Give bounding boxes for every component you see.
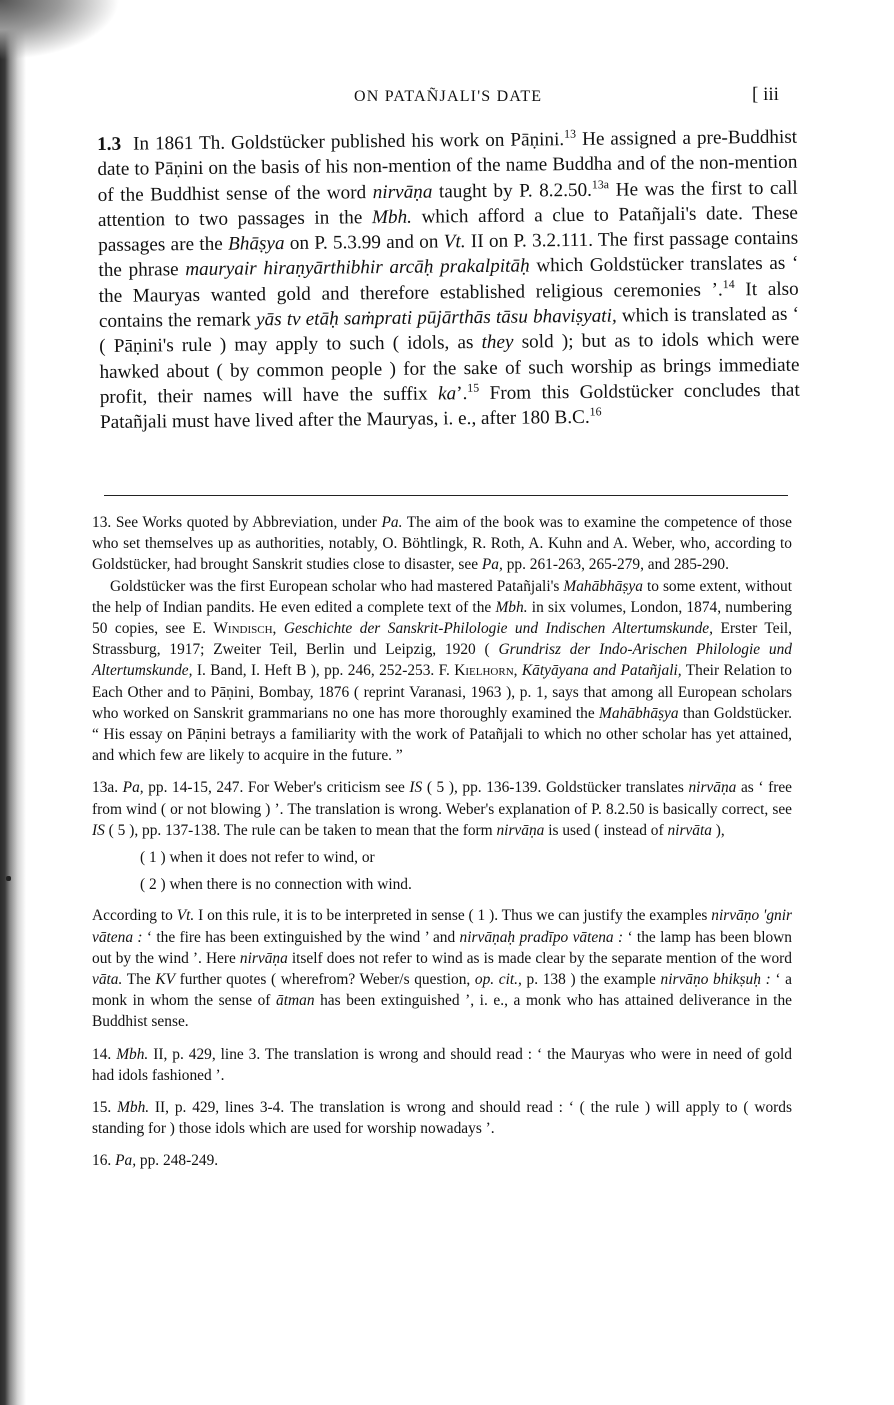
text-run: ’.	[456, 383, 468, 405]
footnote-13a	[92, 777, 792, 841]
text-run: ),	[711, 821, 725, 839]
italic-term: Pa,	[481, 556, 503, 574]
italic-term: Pa.	[381, 514, 403, 531]
text-run: He was the first to call attention to two passages in the	[97, 177, 798, 231]
italic-term: Mbh.	[117, 1099, 150, 1117]
footnote-number: 16.	[92, 1152, 112, 1170]
footnote-15	[92, 1097, 792, 1139]
italic-term: KV	[155, 971, 175, 989]
italic-term: they	[481, 332, 514, 354]
text-run: pp. 261-263, 265-279, and 285-290.	[502, 556, 729, 574]
text-run: ‘ the fire has been extinguished by the wind ’ and	[142, 928, 460, 946]
condition-item-1: ( 1 ) when it does not refer to wind, or	[140, 849, 375, 867]
footnote-14	[92, 1044, 792, 1086]
main-paragraph	[97, 125, 800, 436]
scan-binding-shadow	[0, 0, 26, 1405]
footnote-ref[interactable]: 13	[564, 126, 577, 141]
text-run: From this Goldstücker concludes that Patañjali must have lived after the Mauryas, i. e., after 180 B.C.	[99, 379, 800, 434]
italic-term: Mahābhāṣya	[599, 704, 679, 722]
italic-term: Grundrisz der Indo-Arischen Philologie und Altertumskunde,	[92, 641, 793, 680]
italic-term: nirvāṇa	[372, 181, 433, 203]
page-number: [ iii	[752, 84, 779, 105]
text-run: In 1861 Th. Goldstücker published his work on Pāṇini.	[132, 129, 565, 155]
italic-term: mauryair hiraṇyārthibhir arcāḥ prakalpitāḥ	[185, 255, 530, 281]
italic-term: Vt.	[176, 907, 195, 925]
italic-term: ātman	[276, 992, 315, 1010]
text-run: taught by P. 8.2.50.	[432, 179, 593, 203]
text-run: to some extent, without the help of Indian pandits. He even edited a complete text of the	[92, 577, 792, 616]
footnote-13	[92, 512, 792, 576]
italic-term: ka	[437, 383, 457, 405]
text-run: sold ); but as to idols which were hawked about ( by common people ) for the sake of such worship as brings immediate profit, their names will have the suffix	[99, 329, 800, 408]
footnote-number: 14.	[92, 1045, 112, 1063]
text-run: on P. 5.3.99 and on	[284, 231, 444, 255]
text-run: ( 5 ), pp. 136-139. Goldstücker translates	[422, 779, 689, 797]
text-run: ,	[513, 662, 522, 680]
italic-term: nirvāṇo bhikṣuḥ :	[660, 971, 771, 989]
footnote-ref[interactable]: 14	[722, 276, 735, 291]
text-run: which Goldstücker translates as ‘ the Mauryas wanted gold and therefore established religious ceremonies ’.	[98, 253, 799, 307]
italic-term: yās tv etāḥ saṁprati pūjārthās tāsu bhaviṣyati,	[255, 305, 617, 331]
author-name: Kielhorn	[454, 662, 514, 680]
italic-term: nirvāṇo 'gnir vātena :	[92, 907, 792, 946]
text-run: According to	[92, 907, 177, 925]
text-run: ( 5 ), pp. 137-138. The rule can be taken to mean that the form	[104, 821, 497, 839]
italic-term: Mbh.	[495, 598, 528, 616]
footnote-rule	[104, 495, 788, 496]
text-run: Erster Teil, Strassburg, 1917; Zweiter Teil, Berlin und Leipzig, 1920 (	[92, 620, 792, 659]
text-run: ‘ the lamp has been blown out by the wind ’. Here	[92, 928, 792, 967]
italic-term: nirvāṇa	[239, 949, 288, 967]
italic-term: nirvāṇa	[688, 779, 737, 797]
section-number: 1.3	[97, 133, 122, 155]
italic-term: Mahābhāṣya	[563, 577, 643, 595]
text-run: II on P. 3.2.111. The first passage contains the phrase	[98, 227, 799, 282]
italic-term: nirvāṇaḥ pradīpo vātena :	[459, 928, 624, 946]
text-run: itself does not refer to wind as is made clear by the separate mention of the word	[287, 949, 792, 967]
italic-term: Mbh.	[116, 1045, 149, 1063]
italic-term: vāta.	[92, 971, 123, 989]
condition-item-2: ( 2 ) when there is no connection with wind.	[140, 876, 412, 894]
text-run: pp. 248-249.	[136, 1152, 219, 1170]
text-run: ‘ a monk in whom the sense of	[92, 971, 792, 1010]
italic-term: Mbh.	[371, 206, 413, 229]
text-run: than Goldstücker. “ His essay on Pāṇini betrays a familiarity with the work of Patañjali to which no other scholar has yet attained, and which few are likely to acquire in the future. ”	[92, 704, 792, 765]
text-run: is used ( instead of	[544, 821, 668, 839]
text-run: which is translated as ‘ ( Pāṇini's rule ) may apply to such ( idols, as	[99, 303, 800, 358]
text-run: has been extinguished ’, i. e., a monk who has attained deliverance in the Buddhist sense.	[92, 992, 792, 1031]
text-run: I. Band, I. Heft B ), pp. 246, 252-253. F.	[192, 662, 455, 680]
text-run: The aim of the book was to examine the competence of those who set themselves up as authorities, notably, O. Böhtlingk, R. Roth, A. Kuhn and A. Weber, who, according to Goldstücker, had brought Sanskrit studies close to disaster, see	[92, 514, 792, 574]
text-run: I on this rule, it is to be interpreted in sense ( 1 ). Thus we can justify the examples	[194, 907, 712, 925]
text-run: The	[122, 971, 156, 989]
footnote-16	[92, 1150, 792, 1171]
italic-term: Bhāṣya	[227, 233, 285, 255]
text-run: Goldstücker was the first European scholar who had mastered Patañjali's	[110, 577, 564, 595]
footnote-number: 15.	[92, 1099, 112, 1117]
text-run: which afford a clue to Patañjali's date. These passages are the	[98, 202, 798, 257]
text-run: Their Relation to Each Other and to Pāṇini, Bombay, 1876 ( reprint Varanasi, 1963 ), p. 1, says that among all European scholars who worked on Sanskrit grammarians no one has more thoroughly examined the	[92, 662, 793, 722]
italic-term: nirvāta	[667, 821, 712, 839]
italic-term: op. cit.,	[474, 971, 522, 989]
scan-speck	[6, 876, 11, 881]
text-run: further quotes ( wherefrom? Weber/s question,	[175, 971, 475, 989]
footnote-number: 13a.	[92, 779, 119, 797]
text-run: He assigned a pre-Buddhist date to Pāṇini on the basis of his non-mention of the name Buddha and of the non-mention of the Buddhist sense of the word	[97, 126, 798, 206]
footnote-ref[interactable]: 15	[467, 380, 480, 395]
scan-corner-shadow	[0, 0, 120, 60]
italic-term: Kātyāyana and Patañjali,	[521, 662, 682, 680]
text-run: It also contains the remark	[98, 278, 799, 333]
text-run: See Works quoted by Abbreviation, under	[111, 514, 382, 531]
text-run: ,	[272, 620, 284, 638]
italic-term: Pa,	[122, 779, 144, 797]
italic-term: Geschichte der Sanskrit-Philologie und Indischen Altertumskunde,	[283, 620, 713, 638]
author-name: Windisch	[213, 620, 273, 638]
footnote-13-continued	[92, 576, 792, 767]
footnote-number: 13.	[92, 514, 112, 531]
footnote-13a-continued	[92, 905, 792, 1032]
italic-term: IS	[409, 779, 423, 797]
italic-term: IS	[92, 821, 105, 839]
italic-term: nirvāṇa	[496, 821, 545, 839]
text-run: II, p. 429, line 3. The translation is wrong and should read : ‘ the Mauryas who were in need of gold had idols fashioned ’.	[92, 1045, 792, 1084]
text-run: II, p. 429, lines 3-4. The translation is wrong and should read : ‘ ( the rule ) will apply to ( words standing for ) those idols which are used for worship nowadays ’.	[92, 1099, 792, 1138]
italic-term: Pa,	[115, 1152, 137, 1170]
italic-term: Vt.	[443, 231, 466, 253]
text-run: in six volumes, London, 1874, numbering 50 copies, see E.	[92, 598, 792, 638]
footnotes	[92, 512, 792, 1183]
running-title: ON PATAÑJALI'S DATE	[354, 88, 543, 105]
text-run: p. 138 ) the example	[521, 971, 661, 989]
footnote-ref[interactable]: 16	[589, 404, 602, 419]
text-run: pp. 14-15, 247. For Weber's criticism see	[143, 779, 410, 797]
text-run: as ‘ free from wind ( or not blowing ) ’. The translation is wrong. Weber's explanation of P. 8.2.50 is basically correct, see	[92, 779, 792, 818]
footnote-ref[interactable]: 13a	[591, 176, 610, 192]
